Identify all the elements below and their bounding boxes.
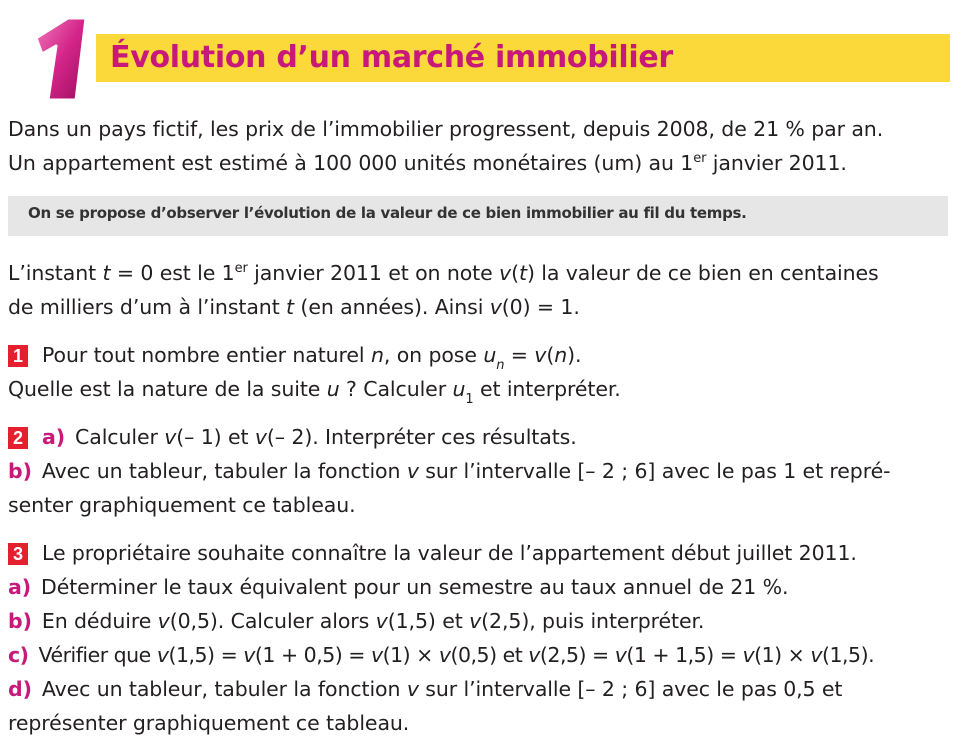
objective-text: On se propose d’observer l’évolution de la valeur de ce bien immobilier au fil du temps. bbox=[28, 204, 747, 222]
intro-line-2: Un appartement est estimé à 100 000 unités monétaires (um) au 1er janvier 2011. bbox=[8, 151, 847, 175]
question-number-badge: 3 bbox=[8, 543, 28, 565]
setup-line-1: L’instant t = 0 est le 1er janvier 2011 et on note v(t) la valeur de ce bien en centaines bbox=[8, 261, 879, 285]
question-number-badge: 1 bbox=[8, 345, 28, 367]
exercise-number-badge bbox=[6, 12, 96, 104]
setup-line-2: de milliers d’um à l’instant t (en années). Ainsi v(0) = 1. bbox=[8, 295, 580, 319]
objective-box bbox=[8, 196, 948, 236]
question-3b: b) En déduire v(0,5). Calculer alors v(1,5) et v(2,5), puis interpréter. bbox=[8, 609, 705, 633]
question-3a: a) Déterminer le taux équivalent pour un semestre au taux annuel de 21 %. bbox=[8, 575, 789, 599]
exercise-title: Évolution d’un marché immobilier bbox=[110, 40, 673, 75]
question-1-line-1: 1 Pour tout nombre entier naturel n, on pose $u_n = v(n)$. bbox=[8, 340, 581, 374]
question-number-badge: 2 bbox=[8, 427, 28, 449]
question-3d-line-1: d) Avec un tableur, tabuler la fonction v sur l’intervalle [– 2 ; 6] avec le pas 0,5 et bbox=[8, 677, 843, 701]
question-1-line-2: Quelle est la nature de la suite u ? Calculer $u_1$ et interpréter. bbox=[8, 377, 621, 407]
question-2b-line-1: b) Avec un tableur, tabuler la fonction v sur l’intervalle [– 2 ; 6] avec le pas 1 et repré- bbox=[8, 459, 891, 483]
question-3c: c) Vérifier que v(1,5) = v(1 + 0,5) = v(1) × v(0,5) et v(2,5) = v(1 + 1,5) = v(1) × v(1,5). bbox=[8, 643, 875, 667]
question-2a: 2 a) Calculer v(– 1) et v(– 2). Interpréter ces résultats. bbox=[8, 422, 577, 452]
intro-line-1: Dans un pays fictif, les prix de l’immobilier progressent, depuis 2008, de 21 % par an. bbox=[8, 117, 884, 141]
question-3d-line-2: représenter graphiquement ce tableau. bbox=[8, 711, 410, 735]
question-2b-line-2: senter graphiquement ce tableau. bbox=[8, 493, 356, 517]
question-3-intro: 3 Le propriétaire souhaite connaître la valeur de l’appartement début juillet 2011. bbox=[8, 538, 857, 568]
